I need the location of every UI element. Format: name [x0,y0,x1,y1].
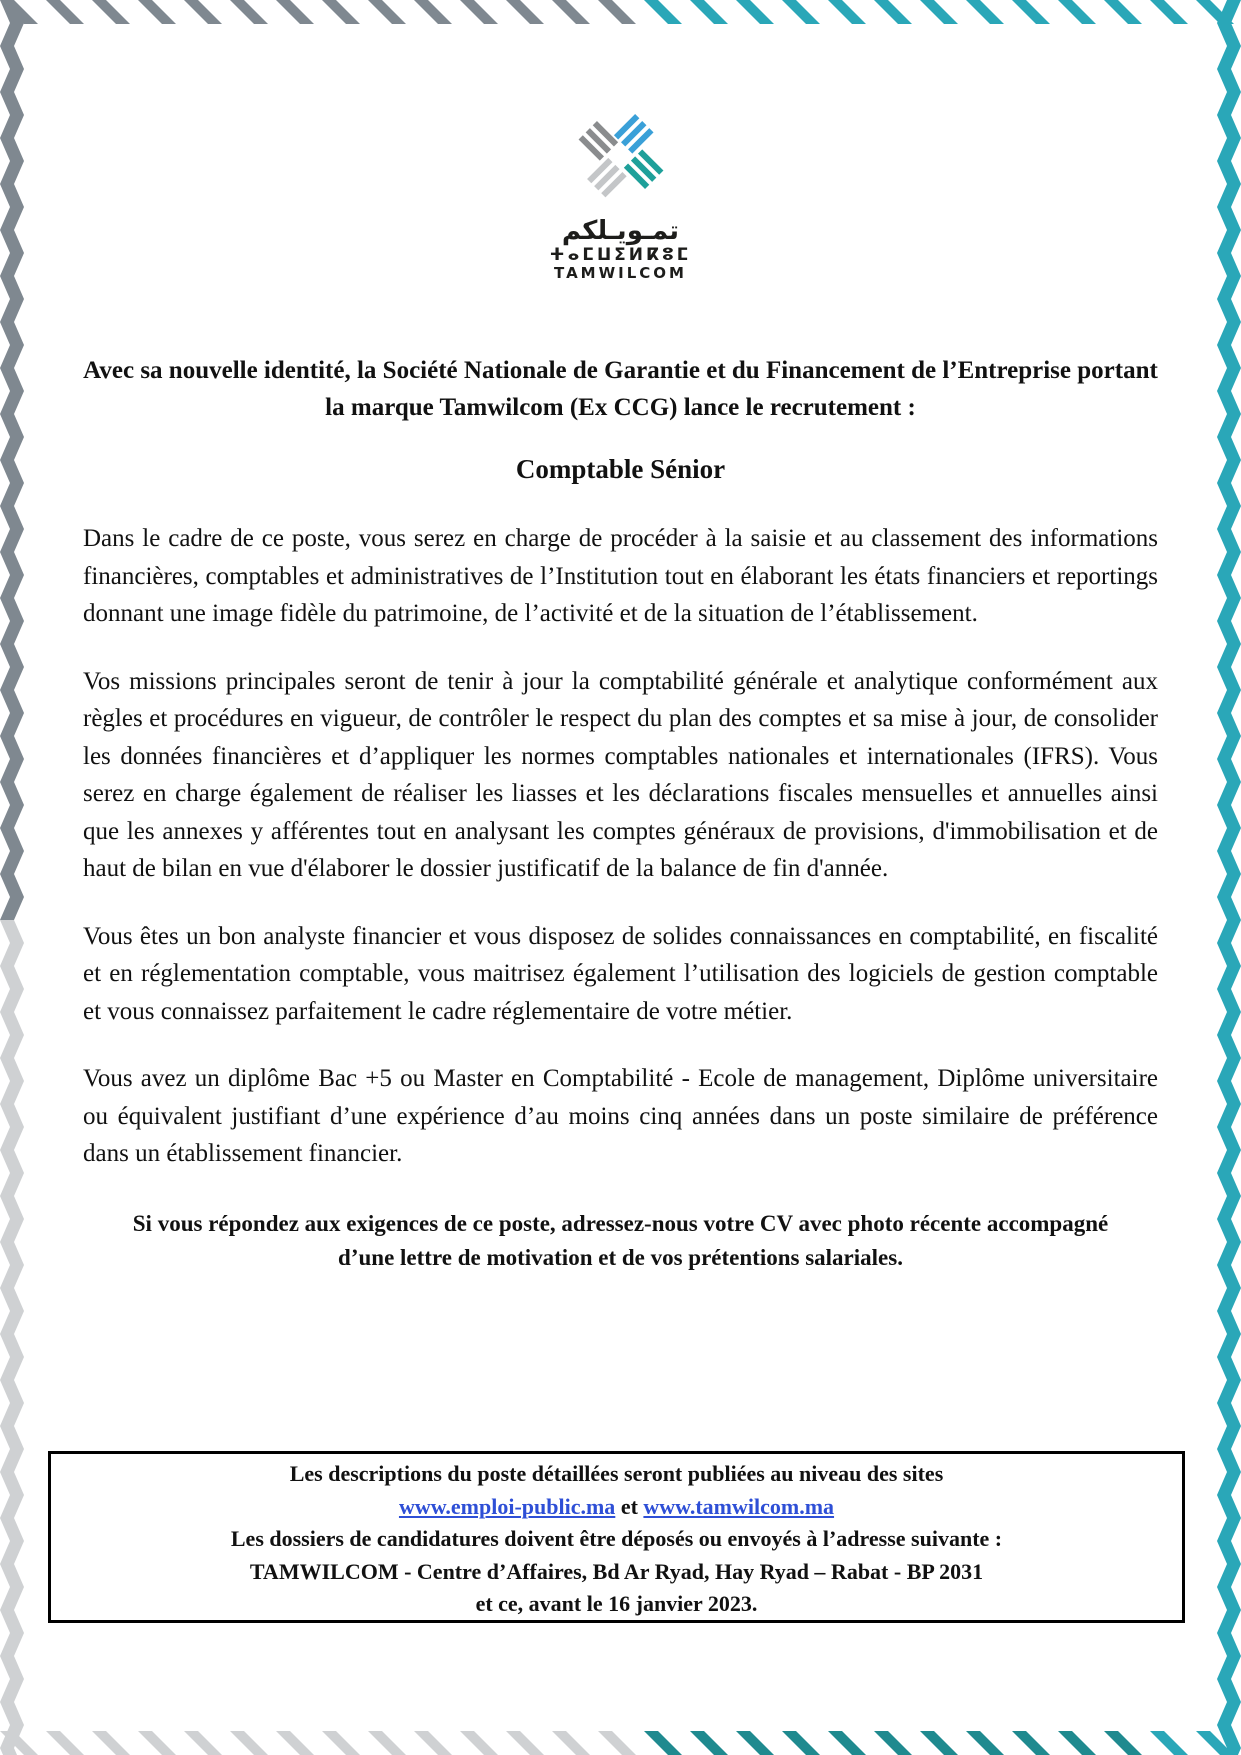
frame-chevron [0,1012,24,1058]
frame-chevron [0,1288,24,1334]
logo-tifinagh-text: ⵜⴰⵎⵡⵉⵍⴽⵓⵎ [549,245,692,265]
frame-chevron [1012,0,1050,24]
frame-chevron [1217,46,1241,92]
frame-chevron [552,1731,590,1755]
frame-chevron [0,1058,24,1104]
frame-chevron [1217,368,1241,414]
frame-chevron [1217,1012,1241,1058]
frame-chevron [184,0,222,24]
frame-chevron [276,0,314,24]
frame-chevron [1217,1196,1241,1242]
frame-chevron [0,874,24,920]
logo-name-text: TAMWILCOM [554,264,687,282]
frame-chevron [460,0,498,24]
frame-chevron [276,1731,314,1755]
frame-chevron [1217,1656,1241,1702]
frame-chevron [1217,276,1241,322]
frame-chevron [1217,644,1241,690]
frame-chevron [598,1731,636,1755]
frame-chevron [184,1731,222,1755]
frame-chevron [874,0,912,24]
paragraph-missions: Vos missions principales seront de tenir à jour la comptabilité générale et analytique conformément aux règles et procédures en vigueur, de contrôler le respect du plan des comptes et sa mise à jour, de consolider les données financières et d’appliquer les normes comptables nationales et internationales (IFRS). Vous serez en charge également de réaliser les liasses et les déclarations fiscales mensuelles et annuelles ainsi que les annexes y afférentes tout en analysant les comptes généraux de provisions, d'immobilisation et de haut de bilan en vue d'élaborer le dossier justificatif de la balance de fin d'année. [83,667,1158,882]
frame-chevron [0,1380,24,1426]
frame-chevron [690,0,728,24]
frame-chevron [644,1731,682,1755]
paragraph-role: Dans le cadre de ce poste, vous serez en charge de procéder à la saisie et au classement des informations financières, comptables et administratives de l’Institution tout en élaborant les états financiers et reportings donnant une image fidèle du patrimoine, de l’activité et de la situation de l’établissement. [83,525,1158,627]
frame-chevron [230,1731,268,1755]
frame-chevron [1217,1288,1241,1334]
frame-chevron [1217,736,1241,782]
frame-chevron [1217,1104,1241,1150]
frame-chevron [1217,1472,1241,1518]
frame-chevron [1150,0,1188,24]
frame-chevron [0,1334,24,1380]
paragraph-profile: Vous êtes un bon analyste financier et vous disposez de solides connaissances en comptabilité, en fiscalité et en réglementation comptable, vous maitrisez également l’utilisation des logiciels de gestion comptable et vous connaissez parfaitement le cadre réglementaire de votre métier. [83,922,1158,1025]
info-line-links [51,1491,1182,1524]
frame-chevron [966,0,1004,24]
frame-chevron [1217,460,1241,506]
frame-chevron [0,736,24,782]
frame-chevron [92,0,130,24]
frame-chevron [0,506,24,552]
frame-chevron [782,0,820,24]
info-line-sites: Les descriptions du poste détaillées seront publiées au niveau des sites [289,1461,944,1486]
frame-chevron [966,1731,1004,1755]
frame-chevron [1058,1731,1096,1755]
apply-line-2: d’une lettre de motivation et de vos prétentions salariales. [338,1244,903,1270]
frame-chevron [322,0,360,24]
frame-chevron [1217,1380,1241,1426]
frame-chevron [0,276,24,322]
frame-chevron [0,460,24,506]
frame-chevron [0,1196,24,1242]
frame-chevron [138,0,176,24]
frame-chevron [552,0,590,24]
link-emploi-public[interactable]: www.emploi-public.ma [398,1493,616,1519]
link-connector: et [620,1493,638,1519]
frame-chevron [0,690,24,736]
frame-chevron [0,1518,24,1564]
frame-chevron [0,1656,24,1702]
frame-chevron [1217,782,1241,828]
frame-chevron [0,644,24,690]
frame-chevron [414,0,452,24]
frame-chevron [0,1426,24,1472]
frame-chevron [1217,1242,1241,1288]
tamwilcom-logo [0,100,1241,282]
frame-chevron [1104,0,1142,24]
frame-chevron [460,1731,498,1755]
frame-chevron [0,322,24,368]
frame-chevron [0,828,24,874]
frame-chevron [920,1731,958,1755]
frame-chevron [138,1731,176,1755]
frame-chevron [1217,506,1241,552]
paragraph-qualifications: Vous avez un diplôme Bac +5 ou Master en Comptabilité - Ecole de management, Diplôme universitaire ou équivalent justifiant d’une expérience d’au moins cinq années dans un poste similaire de préférence dans un établissement financier. [83,1065,1158,1167]
frame-chevron [0,1610,24,1656]
frame-chevron [828,0,866,24]
tamwilcom-emblem-icon [566,100,676,210]
frame-chevron [0,368,24,414]
info-box [48,1451,1185,1623]
frame-chevron [0,920,24,966]
frame-chevron [0,46,24,92]
frame-chevron [736,1731,774,1755]
frame-chevron [506,0,544,24]
frame-chevron [92,1731,130,1755]
frame-chevron [782,1731,820,1755]
application-instructions [83,1207,1158,1275]
frame-chevron [1058,0,1096,24]
frame-chevron [1217,598,1241,644]
frame-chevron [1217,1702,1241,1748]
frame-chevron [1217,1426,1241,1472]
frame-chevron [368,1731,406,1755]
frame-chevron [0,1472,24,1518]
frame-chevron [1217,1058,1241,1104]
link-tamwilcom[interactable]: www.tamwilcom.ma [643,1493,835,1519]
apply-line-1: Si vous répondez aux exigences de ce poste, adressez-nous votre CV avec photo récente accompagné [132,1210,1109,1236]
frame-chevron [0,598,24,644]
frame-chevron [1217,966,1241,1012]
frame-chevron [1217,1334,1241,1380]
frame-chevron [0,552,24,598]
frame-chevron [1217,690,1241,736]
frame-chevron [414,1731,452,1755]
frame-chevron [598,0,636,24]
frame-chevron [322,1731,360,1755]
frame-chevron [1217,552,1241,598]
frame-chevron [368,0,406,24]
announcement-body [83,352,1158,1275]
logo-arabic-text: تمـويـلكم [561,216,680,246]
frame-chevron [920,0,958,24]
frame-chevron [1217,828,1241,874]
frame-chevron [0,1564,24,1610]
frame-chevron [874,1731,912,1755]
frame-chevron [0,414,24,460]
frame-chevron [1150,1731,1188,1755]
frame-chevron [0,1150,24,1196]
frame-chevron [1217,1150,1241,1196]
frame-chevron [644,0,682,24]
frame-chevron [0,782,24,828]
frame-chevron [0,1242,24,1288]
frame-chevron [1217,414,1241,460]
frame-chevron [690,1731,728,1755]
info-line-submission: Les dossiers de candidatures doivent être déposés ou envoyés à l’adresse suivante : [230,1526,1003,1551]
intro-heading: Avec sa nouvelle identité, la Société Nationale de Garantie et du Financement de l’Entreprise portant la marque Tamwilcom (Ex CCG) lance le recrutement : [83,357,1158,421]
frame-chevron [1012,1731,1050,1755]
info-line-deadline: et ce, avant le 16 janvier 2023. [475,1591,758,1616]
frame-chevron [46,0,84,24]
frame-chevron [1217,874,1241,920]
frame-chevron [0,1104,24,1150]
frame-chevron [1217,1564,1241,1610]
frame-chevron [1217,1518,1241,1564]
frame-chevron [506,1731,544,1755]
frame-chevron [1217,0,1241,46]
frame-chevron [736,0,774,24]
frame-chevron [230,0,268,24]
frame-chevron [1217,1610,1241,1656]
frame-chevron [1104,1731,1142,1755]
frame-chevron [46,1731,84,1755]
info-line-address: TAMWILCOM - Centre d’Affaires, Bd Ar Ryad, Hay Ryad – Rabat - BP 2031 [249,1558,984,1584]
job-title: Comptable Sénior [515,454,726,484]
frame-chevron [1217,920,1241,966]
frame-chevron [0,966,24,1012]
frame-chevron [828,1731,866,1755]
frame-chevron [1217,322,1241,368]
